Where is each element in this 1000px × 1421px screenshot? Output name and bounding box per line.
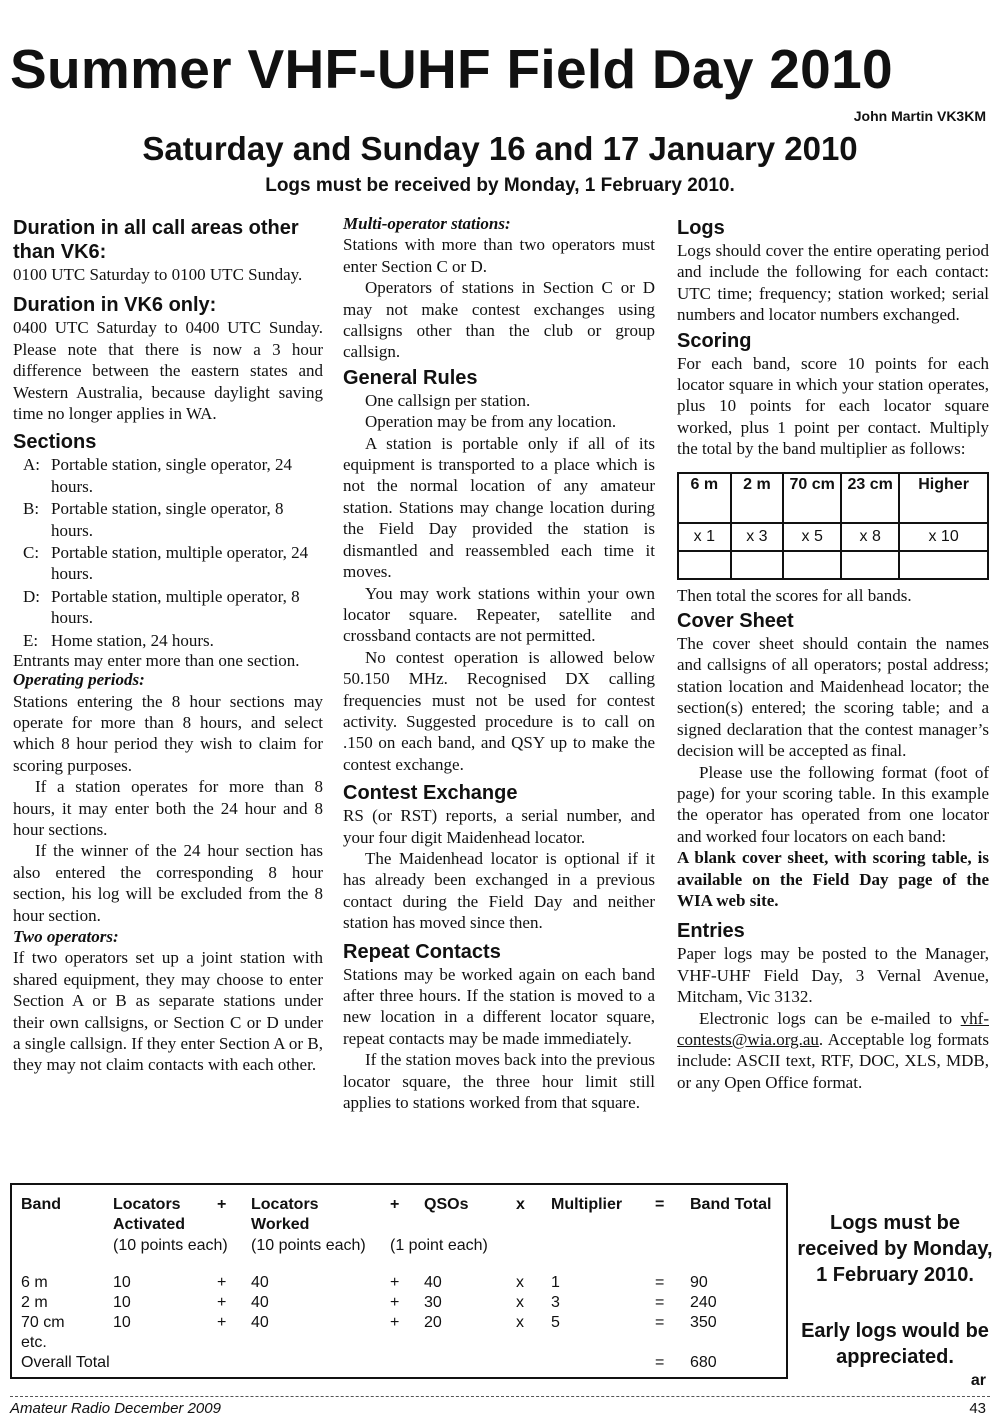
multiplier-header-row bbox=[678, 473, 988, 523]
row-plus: + bbox=[390, 1314, 400, 1331]
multiplier-header-cell: 6 m bbox=[678, 473, 731, 523]
general-text-1: One callsign per station. bbox=[365, 390, 531, 410]
multi-text-1: Stations with more than two operators must enter Section C or D. bbox=[343, 235, 655, 276]
heading-duration: Duration in all call areas other than VK6: bbox=[13, 217, 299, 263]
section-item bbox=[23, 630, 323, 651]
multiplier-header-cell: 70 cm bbox=[783, 473, 841, 523]
row-times: x bbox=[516, 1314, 524, 1331]
empty-cell bbox=[899, 551, 988, 579]
section-text: Portable station, single operator, 24 hours. bbox=[51, 455, 293, 496]
footer-publication: Amateur Radio December 2009 bbox=[10, 1400, 221, 1417]
row-worked: 40 bbox=[251, 1314, 269, 1331]
multiplier-value-cell: x 3 bbox=[731, 523, 784, 551]
row-plus: + bbox=[217, 1314, 227, 1331]
scoring-text: For each band, score 10 points for each locator square in which your station operates, plus 10 points for each locator square worked, plus 1 point per contact. Multiply the total by the band multiplier as follows: bbox=[677, 353, 989, 459]
section-key: D: bbox=[23, 586, 40, 606]
header-locators-activated: Locators Activated bbox=[113, 1196, 186, 1233]
heading-logs: Logs bbox=[677, 217, 725, 239]
row-plus: + bbox=[217, 1274, 227, 1291]
exchange-text-2: The Maidenhead locator is optional if it has already been exchanged in a previous contact during the Field Day and neither station has moved since then. bbox=[343, 848, 655, 933]
cover-text-2: Please use the following format (foot of page) for your scoring table. In this example the operator has operated from one locator and worked four locators on each band: bbox=[677, 762, 989, 846]
event-dates-subtitle: Saturday and Sunday 16 and 17 January 2010 bbox=[142, 130, 858, 167]
entries-text-1: Paper logs may be posted to the Manager, VHF-UHF Field Day, 3 Vernal Avenue, Mitcham, Vic 3132. bbox=[677, 944, 989, 1007]
heading-general-rules: General Rules bbox=[343, 366, 478, 389]
heading-entries: Entries bbox=[677, 920, 745, 943]
row-etc: etc. bbox=[21, 1334, 47, 1351]
overall-total-value: 680 bbox=[690, 1354, 717, 1371]
header-times: x bbox=[516, 1196, 525, 1213]
header-locators-worked: Locators Worked bbox=[251, 1196, 319, 1233]
side-callout-early: Early logs would be appreciated. bbox=[801, 1320, 989, 1368]
row-qsos: 30 bbox=[424, 1294, 442, 1311]
heading-multi-operator: Multi-operator stations: bbox=[343, 214, 511, 233]
row-plus: + bbox=[390, 1274, 400, 1291]
row-band: 2 m bbox=[21, 1294, 48, 1311]
row-activated: 10 bbox=[113, 1274, 131, 1291]
entries-text-2a: Electronic logs can be e-mailed to bbox=[699, 1008, 961, 1028]
header-multiplier: Multiplier bbox=[551, 1196, 623, 1213]
section-item bbox=[23, 498, 323, 541]
row-plus: + bbox=[390, 1294, 400, 1311]
empty-cell bbox=[678, 551, 731, 579]
repeat-text-2: If the station moves back into the previous locator square, the three hour limit still applies to stations worked from that square. bbox=[343, 1050, 655, 1113]
multiplier-empty-row bbox=[678, 551, 988, 579]
section-text: Portable station, multiple operator, 24 hours. bbox=[51, 543, 309, 584]
row-activated: 10 bbox=[113, 1294, 131, 1311]
empty-cell bbox=[731, 551, 784, 579]
header-qsos: QSOs bbox=[424, 1196, 469, 1213]
multiplier-header-cell: 2 m bbox=[731, 473, 784, 523]
page-title: Summer VHF-UHF Field Day 2010 bbox=[10, 38, 893, 100]
header-qsos-note: (1 point each) bbox=[390, 1237, 488, 1254]
row-worked: 40 bbox=[251, 1274, 269, 1291]
row-total: 90 bbox=[690, 1274, 708, 1291]
general-text-5: No contest operation is allowed below 50.150 MHz. Recognised DX calling frequencies must not be used for contest activity. Suggested procedure is to call on .150 on each band, and QSY up to make the contest exchange. bbox=[343, 647, 655, 774]
heading-two-operators: Two operators: bbox=[13, 926, 119, 946]
repeat-text-1: Stations may be worked again on each band after three hours. If the station is moved to a new location in a different locator square, repeat contacts may be made immediately. bbox=[343, 964, 655, 1048]
heading-scoring: Scoring bbox=[677, 329, 752, 352]
heading-operating-periods: Operating periods: bbox=[13, 670, 145, 690]
section-item bbox=[23, 454, 323, 497]
multiplier-value-row bbox=[678, 523, 988, 551]
cover-text-3: A blank cover sheet, with scoring table, is available on the Field Day page of the WIA web site. bbox=[677, 848, 989, 910]
section-text: Portable station, multiple operator, 8 hours. bbox=[51, 586, 300, 628]
header-locators-activated-note: (10 points each) bbox=[113, 1237, 228, 1254]
row-equals: = bbox=[655, 1314, 665, 1331]
side-callout-deadline: Logs must be received by Monday, 1 February 2010. bbox=[797, 1212, 993, 1286]
column-middle bbox=[343, 213, 655, 1113]
exchange-text-1: RS (or RST) reports, a serial number, and your four digit Maidenhead locator. bbox=[343, 806, 655, 847]
row-band: 6 m bbox=[21, 1274, 48, 1291]
section-text: Portable station, single operator, 8 hours. bbox=[51, 499, 284, 540]
heading-duration-vk6: Duration in VK6 only: bbox=[13, 294, 217, 317]
row-multiplier: 3 bbox=[551, 1294, 560, 1311]
band-multiplier-table bbox=[677, 472, 989, 580]
entries-text-2b: . Acceptable log formats include: ASCII text, RTF, DOC, XLS, MDB, or any Open Office format. bbox=[677, 1029, 989, 1092]
heading-contest-exchange: Contest Exchange bbox=[343, 782, 518, 805]
periods-text-2: If a station operates for more than 8 hours, it may enter both the 24 hour and 8 hour sections. bbox=[13, 777, 323, 839]
column-left bbox=[13, 213, 323, 1076]
header-band: Band bbox=[21, 1196, 61, 1213]
section-item bbox=[23, 542, 323, 585]
section-item bbox=[23, 586, 323, 629]
row-equals: = bbox=[655, 1274, 665, 1291]
row-qsos: 40 bbox=[424, 1274, 442, 1291]
author-byline: John Martin VK3KM bbox=[853, 108, 986, 124]
multi-text-2: Operators of stations in Section C or D may not make contest exchanges using callsigns other than the club or group callsign. bbox=[343, 278, 655, 362]
row-times: x bbox=[516, 1294, 524, 1311]
multiplier-value-cell: x 8 bbox=[841, 523, 899, 551]
empty-cell bbox=[841, 551, 899, 579]
multiplier-value-cell: x 1 bbox=[678, 523, 731, 551]
row-times: x bbox=[516, 1274, 524, 1291]
multiplier-value-cell: x 10 bbox=[899, 523, 988, 551]
general-text-2: Operation may be from any location. bbox=[365, 412, 617, 432]
multiplier-value-cell: x 5 bbox=[783, 523, 841, 551]
heading-sections: Sections bbox=[13, 431, 97, 454]
cover-text-1: The cover sheet should contain the names and callsigns of all operators; postal address; station location and Maidenhead locator; the section(s) entered; the scoring table; and a signed declaration that the contest manager’s decision will be accepted as final. bbox=[677, 634, 989, 761]
header-plus: + bbox=[217, 1196, 227, 1213]
section-key: A: bbox=[23, 455, 40, 475]
duration-vk6-text: 0400 UTC Saturday to 0400 UTC Sunday. Please note that there is now a 3 hour difference between the eastern states and Western Australia, because daylight saving time no longer applies in WA. bbox=[13, 318, 323, 424]
row-multiplier: 5 bbox=[551, 1314, 560, 1331]
multiplier-header-cell: Higher bbox=[899, 473, 988, 523]
empty-cell bbox=[783, 551, 841, 579]
overall-equals: = bbox=[655, 1354, 665, 1371]
two-operators-text: If two operators set up a joint station with shared equipment, they may choose to enter Section A or B as separate stations under their own callsigns, or Section C or D under a single callsign. If they enter Section A or B, they may not claim contacts with each other. bbox=[13, 948, 323, 1075]
section-key: C: bbox=[23, 543, 40, 563]
end-mark: ar bbox=[970, 1372, 986, 1389]
logs-text: Logs should cover the entire operating period and include the following for each contact: UTC time; frequency; station worked; serial numbers and locator numbers exchanged. bbox=[677, 241, 989, 325]
section-key: E: bbox=[23, 630, 39, 650]
row-total: 350 bbox=[690, 1314, 717, 1331]
overall-total-label: Overall Total bbox=[21, 1354, 110, 1371]
entries-text-2 bbox=[677, 1008, 989, 1094]
header-plus: + bbox=[390, 1196, 400, 1213]
header-locators-worked-note: (10 points each) bbox=[251, 1237, 366, 1254]
row-plus: + bbox=[217, 1294, 227, 1311]
entrants-text: Entrants may enter more than one section. bbox=[13, 651, 300, 671]
row-qsos: 20 bbox=[424, 1314, 442, 1331]
general-text-4: You may work stations within your own locator square. Repeater, satellite and crossband contacts are not permitted. bbox=[343, 583, 655, 646]
header-equals: = bbox=[655, 1196, 665, 1213]
scoring-example-table bbox=[10, 1183, 788, 1379]
periods-text-3: If the winner of the 24 hour section has also entered the corresponding 8 hour section, his log will be excluded from the 8 hour section. bbox=[13, 841, 323, 925]
heading-cover-sheet: Cover Sheet bbox=[677, 610, 794, 633]
section-text: Home station, 24 hours. bbox=[51, 630, 214, 650]
section-key: B: bbox=[23, 499, 40, 519]
column-right bbox=[677, 213, 989, 1093]
row-worked: 40 bbox=[251, 1294, 269, 1311]
row-band: 70 cm bbox=[21, 1314, 65, 1331]
periods-text-1: Stations entering the 8 hour sections may operate for more than 8 hours, and select which 8 hour period they wish to claim for scoring purposes. bbox=[13, 691, 323, 775]
heading-repeat-contacts: Repeat Contacts bbox=[343, 940, 501, 963]
row-equals: = bbox=[655, 1294, 665, 1311]
row-total: 240 bbox=[690, 1294, 717, 1311]
general-text-3: A station is portable only if all of its equipment is transported to a place which is not the normal location of any amateur station. Stations may change location during the Field Day provided the station is dismantled and reassembled each time it moves. bbox=[343, 433, 655, 582]
logs-deadline-banner: Logs must be received by Monday, 1 February 2010. bbox=[265, 175, 735, 196]
email-link[interactable]: vhf-contests@wia.org.au bbox=[677, 1008, 989, 1049]
footer-divider bbox=[10, 1396, 990, 1397]
duration-text: 0100 UTC Saturday to 0100 UTC Sunday. bbox=[13, 265, 303, 284]
row-multiplier: 1 bbox=[551, 1274, 560, 1291]
header-band-total: Band Total bbox=[690, 1196, 772, 1213]
row-activated: 10 bbox=[113, 1314, 131, 1331]
total-scores-text: Then total the scores for all bands. bbox=[677, 585, 912, 605]
multiplier-header-cell: 23 cm bbox=[841, 473, 899, 523]
page-number: 43 bbox=[969, 1400, 986, 1417]
